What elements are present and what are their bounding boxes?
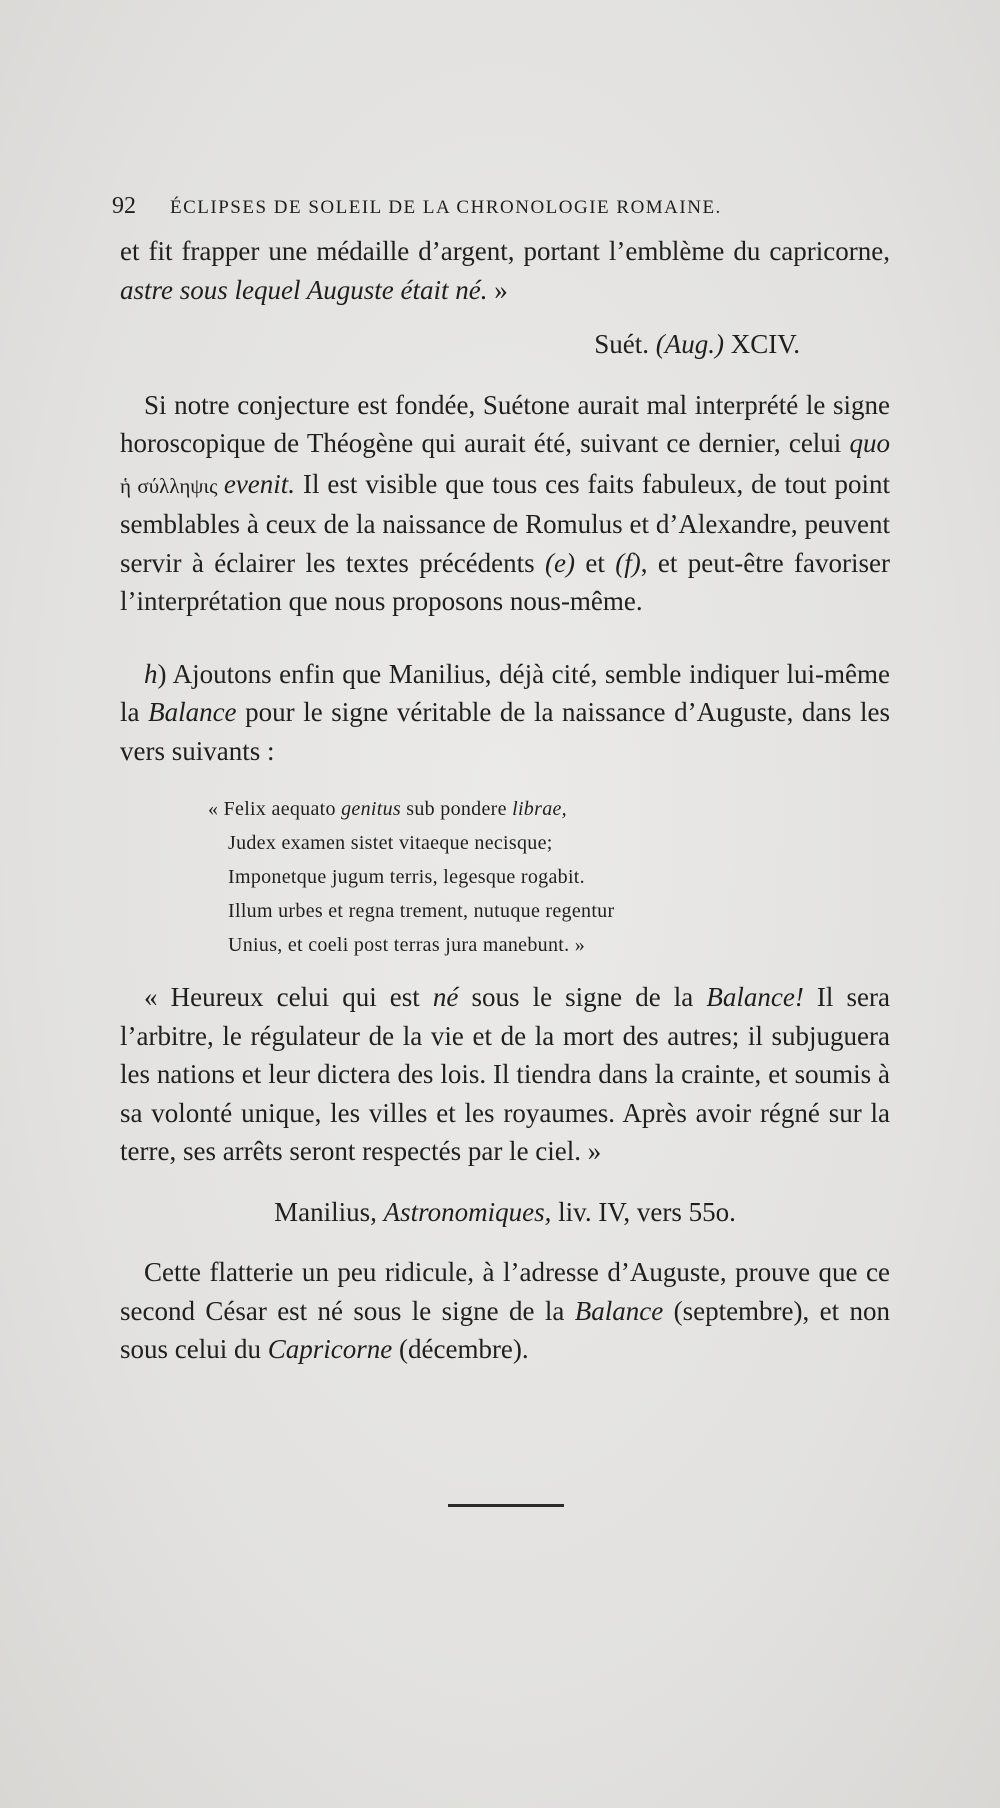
spacer <box>120 962 890 978</box>
spacer <box>120 770 890 792</box>
italic-run: h <box>144 658 158 689</box>
text-run: sub pondere <box>400 798 513 820</box>
italic-run: librae, <box>512 798 567 820</box>
text-run: Il sera l’arbitre, le régulateur de la vie et de la mort des autres; il subjuguera les nations et leur dictera des lois. Il tiendra dans la crainte, et soumis à sa volonté unique, les villes et les royaumes. Après avoir régné sur la terre, ses arrêts seront respectés par le ciel. » <box>120 982 890 1166</box>
text-run: (décembre). <box>392 1334 529 1364</box>
italic-run: Balance! <box>706 982 804 1012</box>
text-run: » <box>487 274 508 305</box>
italic-run: quo <box>849 428 890 458</box>
italic-run: Capricorne <box>267 1334 393 1364</box>
paragraph-4 <box>120 978 890 1171</box>
text-run: sous le signe de la <box>458 982 707 1012</box>
running-header <box>112 193 802 223</box>
italic-run: (e) <box>545 547 576 578</box>
text-run: Suét. <box>594 329 656 359</box>
text-run: et <box>575 547 616 578</box>
italic-run: Astronomiques, <box>383 1196 552 1227</box>
paragraph-2 <box>120 386 890 621</box>
text-run: Manilius, <box>274 1196 384 1227</box>
citation-suetonius <box>120 325 890 364</box>
text-run: ) Ajoutons enfin que Manilius, déjà cité, semble indiquer lui-même la <box>120 658 890 727</box>
verse-line-5: Unius, et coeli post terras jura manebunt. » <box>228 934 585 956</box>
italic-run: genitus <box>341 798 401 820</box>
paragraph-3 <box>120 655 890 771</box>
page-number: 92 <box>112 193 136 219</box>
paragraph-5 <box>120 1253 890 1369</box>
italic-run: Balance <box>148 697 237 727</box>
text-run: pour le signe véritable de la naissance d’Auguste, dans les vers suivants : <box>120 697 890 766</box>
spacer <box>120 1171 890 1193</box>
greek-run: ἡ σύλληψις <box>120 473 224 498</box>
citation-manilius <box>120 1193 890 1232</box>
paragraph-1 <box>120 232 890 309</box>
spacer <box>120 1231 890 1253</box>
spacer <box>120 621 890 655</box>
running-title: ÉCLIPSES DE SOLEIL DE LA CHRONOLOGIE ROMAINE. <box>170 197 722 218</box>
text-run: « Felix aequato <box>208 798 342 820</box>
text-run: XCIV. <box>723 329 800 359</box>
text-run: et fit frapper une médaille d’argent, portant l’emblème du capricorne, <box>120 236 890 266</box>
page-body <box>120 232 890 1369</box>
italic-run: (Aug.) <box>655 329 724 359</box>
text-run: (septembre), et non sous celui du <box>120 1295 891 1364</box>
spacer <box>120 364 890 386</box>
italic-run: né <box>432 982 459 1012</box>
verse-line-4: Illum urbes et regna trement, nutuque regentur <box>228 900 615 922</box>
text-run: liv. IV, vers 55o. <box>551 1196 736 1227</box>
text-run: , et peut-être favoriser l’interprétation que nous proposons nous-même. <box>120 547 890 616</box>
italic-run: (f) <box>615 547 641 578</box>
verse-line-3: Imponetque jugum terris, legesque rogabit. <box>228 866 585 888</box>
italic-run: astre sous lequel Auguste était né. <box>120 274 488 305</box>
latin-verse <box>208 792 890 962</box>
italic-run: evenit. <box>223 468 296 499</box>
verse-line-1 <box>208 792 890 826</box>
verse-line-2: Judex examen sistet vitaeque necisque; <box>228 832 553 854</box>
italic-run: Balance <box>574 1295 664 1326</box>
text-run: Il est visible que tous ces faits fabuleux, de tout point semblables à ceux de la naissance de Romulus et d’Alexandre, peuvent servir à éclairer les textes précédents <box>120 468 890 578</box>
spacer <box>120 309 890 325</box>
text-run: Si notre conjecture est fondée, Suétone aurait mal interprété le signe horoscopique de Théogène qui aurait été, suivant ce dernier, celui <box>120 389 890 458</box>
text-run: Cette flatterie un peu ridicule, à l’adresse d’Auguste, prouve que ce second César est né sous le signe de la <box>120 1257 890 1326</box>
text-run: « Heureux celui qui est <box>144 982 433 1012</box>
closing-rule <box>448 1504 564 1507</box>
